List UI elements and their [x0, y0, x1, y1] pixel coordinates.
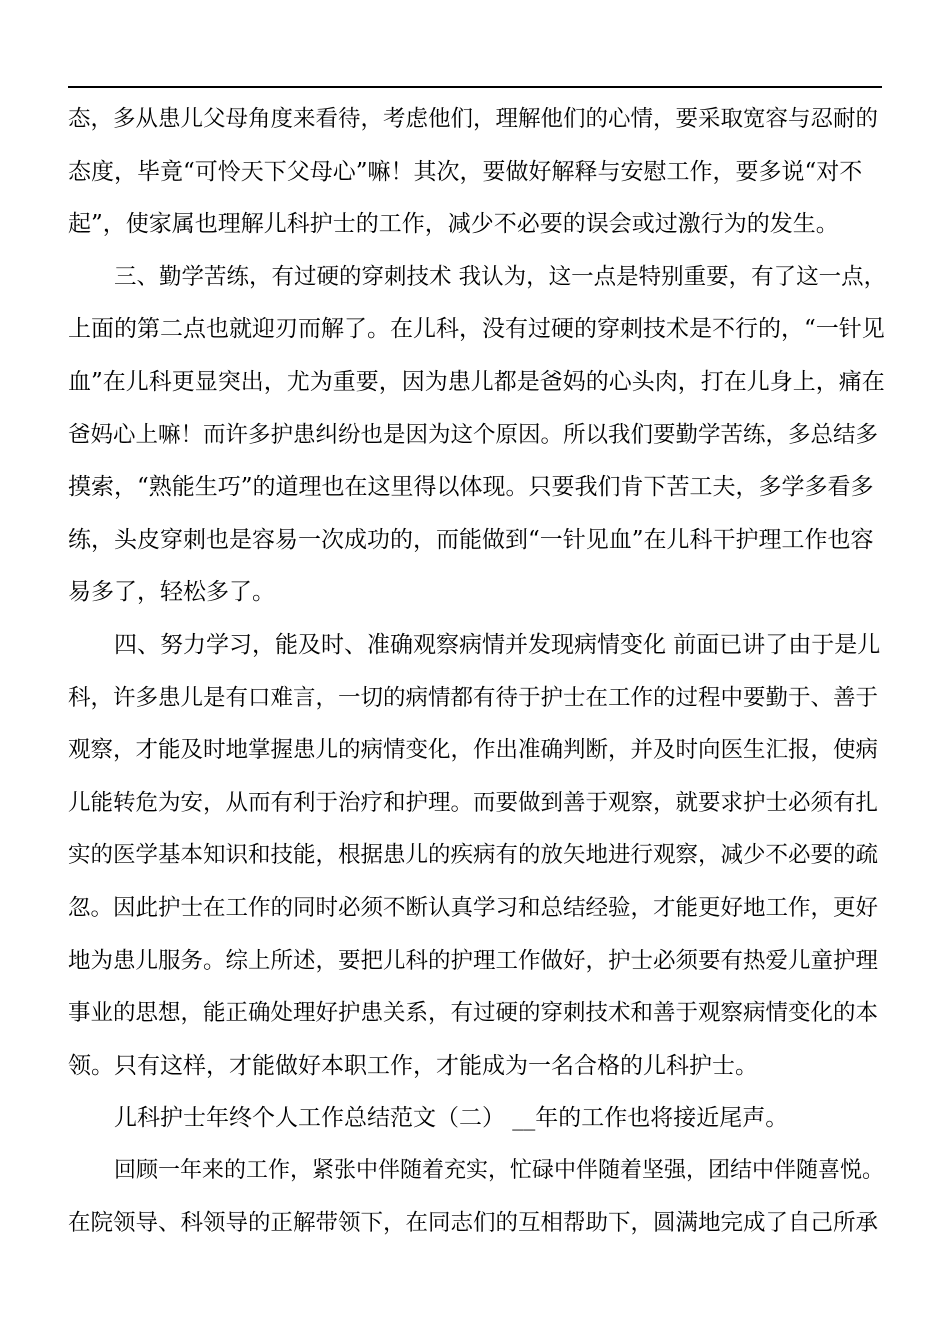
text-line: 领。只有这样，才能做好本职工作，才能成为一名合格的儿科护士。 [68, 1052, 758, 1079]
header-rule [68, 86, 882, 88]
text-line: 起”，使家属也理解儿科护士的工作，减少不必要的误会或过激行为的发生。 [68, 211, 839, 238]
text-line: 事业的思想，能正确处理好护患关系，有过硬的穿刺技术和善于观察病情变化的本 [68, 1000, 879, 1027]
text-line: 忽。因此护士在工作的同时必须不断认真学习和总结经验，才能更好地工作，更好 [68, 894, 879, 921]
text-line: 在院领导、科领导的正解带领下，在同志们的互相帮助下，圆满地完成了自己所承 [68, 1210, 879, 1237]
text-line: 四、努力学习，能及时、准确观察病情并发现病情变化 前面已讲了由于是儿 [114, 631, 881, 658]
text-line: 三、勤学苦练，有过硬的穿刺技术 我认为，这一点是特别重要，有了这一点， [114, 263, 887, 290]
text-line: 易多了，轻松多了。 [68, 579, 275, 606]
text-line: 血”在儿科更显突出，尤为重要，因为患儿都是爸妈的心头肉，打在儿身上，痛在 [68, 368, 885, 395]
text-line: 实的医学基本知识和技能，根据患儿的疾病有的放矢地进行观察，减少不必要的疏 [68, 842, 879, 869]
text-line: 回顾一年来的工作，紧张中伴随着充实，忙碌中伴随着坚强，团结中伴随喜悦。 [114, 1157, 885, 1183]
text-line: 爸妈心上嘛！而许多护患纠纷也是因为这个原因。所以我们要勤学苦练，多总结多 [68, 421, 879, 448]
body-text [68, 93, 888, 1250]
text-line: 观察，才能及时地掌握患儿的病情变化，作出准确判断，并及时向医生汇报，使病 [68, 737, 879, 764]
text-line: 练，头皮穿刺也是容易一次成功的，而能做到“一针见血”在儿科干护理工作也容 [68, 526, 874, 553]
text-line: 科，许多患儿是有口难言，一切的病情都有待于护士在工作的过程中要勤于、善于 [68, 684, 879, 711]
text-line: 摸索，“熟能生巧”的道理也在这里得以体现。只要我们肯下苦工夫，多学多看多 [68, 474, 874, 501]
text-line: 儿能转危为安，从而有利于治疗和护理。而要做到善于观察，就要求护士必须有扎 [68, 789, 879, 816]
text-line: 儿科护士年终个人工作总结范文（二） __年的工作也将接近尾声。 [114, 1105, 789, 1132]
text-line: 态，多从患儿父母角度来看待，考虑他们，理解他们的心情，要采取宽容与忍耐的 [68, 106, 879, 132]
text-line: 上面的第二点也就迎刃而解了。在儿科，没有过硬的穿刺技术是不行的，“一针见 [68, 316, 885, 343]
text-line: 态度，毕竟“可怜天下父母心”嘛！其次，要做好解释与安慰工作，要多说“对不 [68, 158, 863, 185]
text-line: 地为患儿服务。综上所述，要把儿科的护理工作做好，护士必须要有热爱儿童护理 [68, 947, 879, 974]
